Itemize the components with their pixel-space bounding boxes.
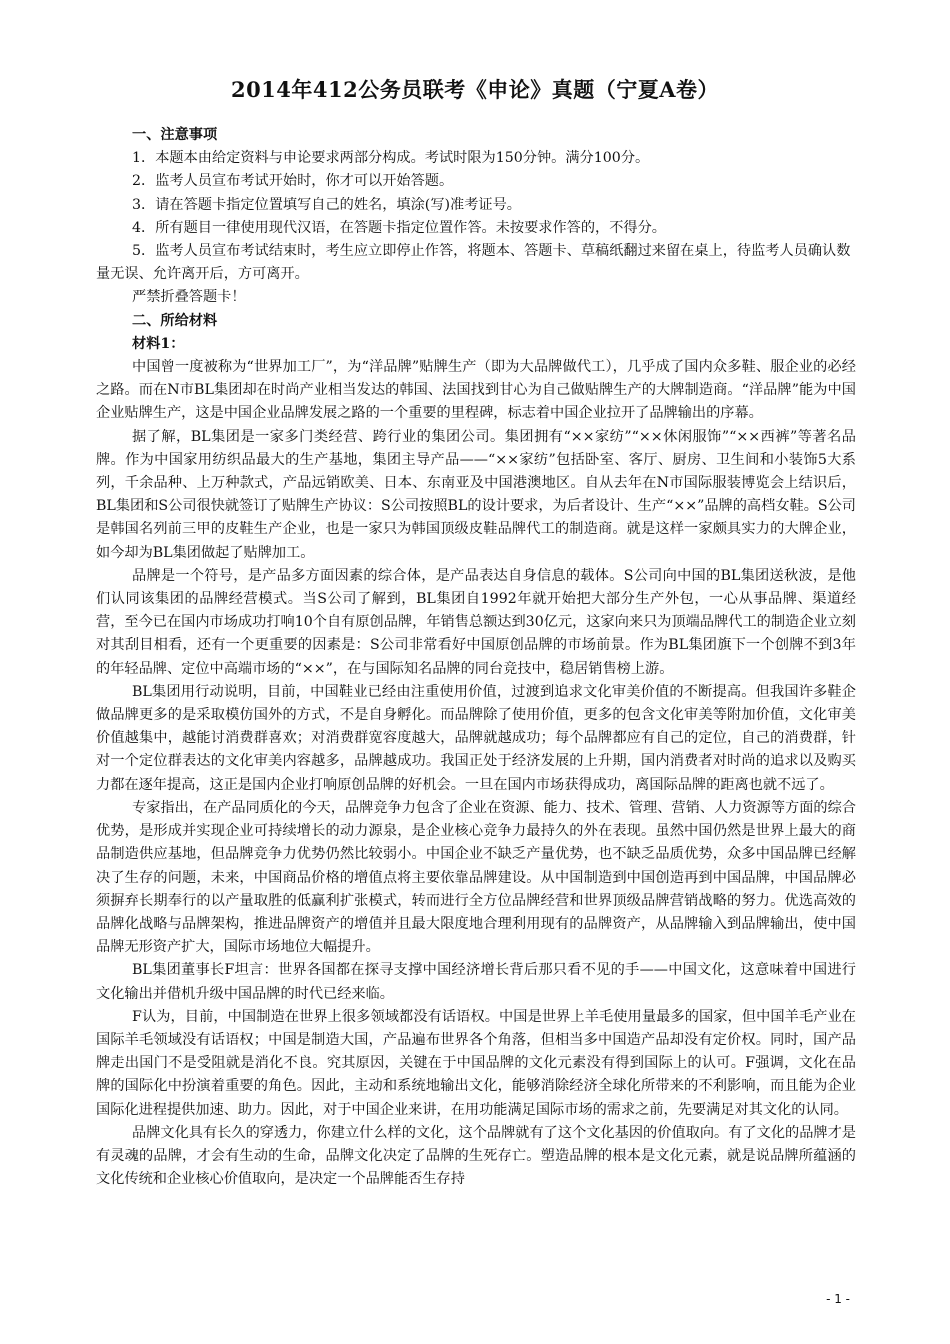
- note-item: 1．本题本由给定资料与申论要求两部分构成。考试时限为150分钟。满分100分。: [132, 150, 650, 167]
- warning-text: 严禁折叠答题卡！: [132, 289, 246, 306]
- paragraph: 中国曾一度被称为“世界加工厂”，为“洋品牌”贴牌生产（即为大品牌做代工），几乎成了国内众多鞋、服企业的必经之路。而在N市BL集团却在时尚产业相当发达的韩国、法国找到甘心为自己做贴牌生产的大牌制造商。“洋品牌”能为中国企业贴牌生产，这是中国企业品牌发展之路的一个重要的里程碑，标志着中国企业拉开了品牌输出的序幕。: [96, 359, 856, 422]
- paragraph: 品牌文化具有长久的穿透力，你建立什么样的文化，这个品牌就有了这个文化基因的价值取向。有了文化的品牌才是有灵魂的品牌，才会有生动的生命，品牌文化决定了品牌的生死存亡。塑造品牌的根本是文化元素，就是说品牌所蕴涵的文化传统和企业核心价值取向，是决定一个品牌能否生存持: [96, 1124, 856, 1188]
- page-number: - 1 -: [826, 1292, 850, 1306]
- paragraph: BL集团用行动说明，目前，中国鞋业已经由注重使用价值，过渡到追求文化审美价值的不断提高。但我国许多鞋企做品牌更多的是采取模仿国外的方式，不是自身孵化。而品牌除了使用价值，更多的包含文化审美等附加价值，文化审美价值越集中，越能讨消费群喜欢；对消费群宽容度越大，品牌就越成功；每个品牌都应有自己的定位，自己的消费群，针对一个定位群表达的文化审美内容越多，品牌越成功。我国正处于经济发展的上升期，国内消费者对时尚的追求以及购买力都在逐年提高，这正是国内企业打响原创品牌的好机会。一旦在国内市场获得成功，离国际品牌的距离也就不远了。: [96, 683, 856, 793]
- paragraph: 专家指出，在产品同质化的今天，品牌竞争力包含了企业在资源、能力、技术、管理、营销、人力资源等方面的综合优势，是形成并实现企业可持续增长的动力源泉，是企业核心竞争力最持久的外在表现。虽然中国仍然是世界上最大的商品制造供应基地，但品牌竞争力优势仍然比较弱小。中国企业不缺乏产量优势，也不缺乏品质优势，众多中国品牌已经解决了生存的问题，未来，中国商品价格的增值点将主要依靠品牌建设。从中国制造到中国创造再到中国品牌，中国品牌必须摒弃长期奉行的以产量取胜的低赢利扩张模式，转而进行全方位品牌经营和世界顶级品牌营销战略的努力。优选高效的品牌化战略与品牌架构，推进品牌资产的增值并且最大限度地合理利用现有的品牌资产，从品牌输入到品牌输出，使中国品牌无形资产扩大，国际市场地位大幅提升。: [96, 799, 856, 956]
- note-item: 5．监考人员宣布考试结束时，考生应立即停止作答，将题本、答题卡、草稿纸翻过来留在桌上，待监考人员确认数量无误、允许离开后，方可离开。: [96, 243, 851, 283]
- document-title: 2014年412公务员联考《申论》真题（宁夏A卷）: [230, 77, 720, 102]
- note-item: 3．请在答题卡指定位置填写自己的姓名，填涂(写)准考证号。: [132, 196, 521, 213]
- material-label: 材料1：: [132, 335, 185, 352]
- paragraph: F认为，目前，中国制造在世界上很多领域都没有话语权。中国是世界上羊毛使用量最多的国家，但中国羊毛产业在国际羊毛领域没有话语权；中国是制造大国，产品遍布世界各个角落，但相当多中国造产品却没有定价权。同时，国产品牌走出国门不是受阻就是消化不良。究其原因，关键在于中国品牌的文化元素没有得到国际上的认可。F强调，文化在品牌的国际化中扮演着重要的角色。因此，主动和系统地输出文化，能够消除经济全球化所带来的不利影响，而且能为企业国际化进程提供加速、助力。因此，对于中国企业来讲，在用功能满足国际市场的需求之前，先要满足对其文化的认同。: [96, 1008, 856, 1118]
- paragraph: 据了解，BL集团是一家多门类经营、跨行业的集团公司。集团拥有“××家纺”“××休闲服饰”“××西裤”等著名品牌。作为中国家用纺织品最大的生产基地，集团主导产品——“××家纺”包括卧室、客厅、厨房、卫生间和小装饰5大系列，千余品种、上万种款式，产品远销欧美、日本、东南亚及中国港澳地区。自从去年在N市国际服装博览会上结识后，BL集团和S公司很快就签订了贴牌生产协议：S公司按照BL的设计要求，为后者设计、生产“××”品牌的高档女鞋。S公司是韩国名列前三甲的皮鞋生产企业，也是一家只为韩国顶级皮鞋品牌代工的制造商。就是这样一家颇具实力的大牌企业，如今却为BL集团做起了贴牌加工。: [96, 428, 856, 561]
- section-heading-materials: 二、所给材料: [132, 312, 218, 329]
- paragraph: 品牌是一个符号，是产品多方面因素的综合体，是产品表达自身信息的载体。S公司向中国的BL集团送秋波，是他们认同该集团的品牌经营模式。当S公司了解到，BL集团自1992年就开始把大部分生产外包，一心从事品牌、渠道经营，至今已在国内市场成功打响10个自有原创品牌，年销售总额达到30亿元，这家向来只为顶端品牌代工的制造企业立刻对其刮目相看，还有一个更重要的因素是：S公司非常看好中国原创品牌的市场前景。作为BL集团旗下一个创牌不到3年的年轻品牌、定位中高端市场的“××”，在与国际知名品牌的同台竞技中，稳居销售榜上游。: [96, 567, 856, 677]
- section-heading-notes: 一、注意事项: [132, 127, 218, 143]
- paragraph: BL集团董事长F坦言：世界各国都在探寻支撑中国经济增长背后那只看不见的手——中国文化，这意味着中国进行文化输出并借机升级中国品牌的时代已经来临。: [96, 962, 856, 1002]
- document-body: [96, 124, 856, 1191]
- note-item: 4．所有题目一律使用现代汉语，在答题卡指定位置作答。未按要求作答的，不得分。: [132, 219, 666, 236]
- note-item: 2．监考人员宣布考试开始时，你才可以开始答题。: [132, 173, 454, 190]
